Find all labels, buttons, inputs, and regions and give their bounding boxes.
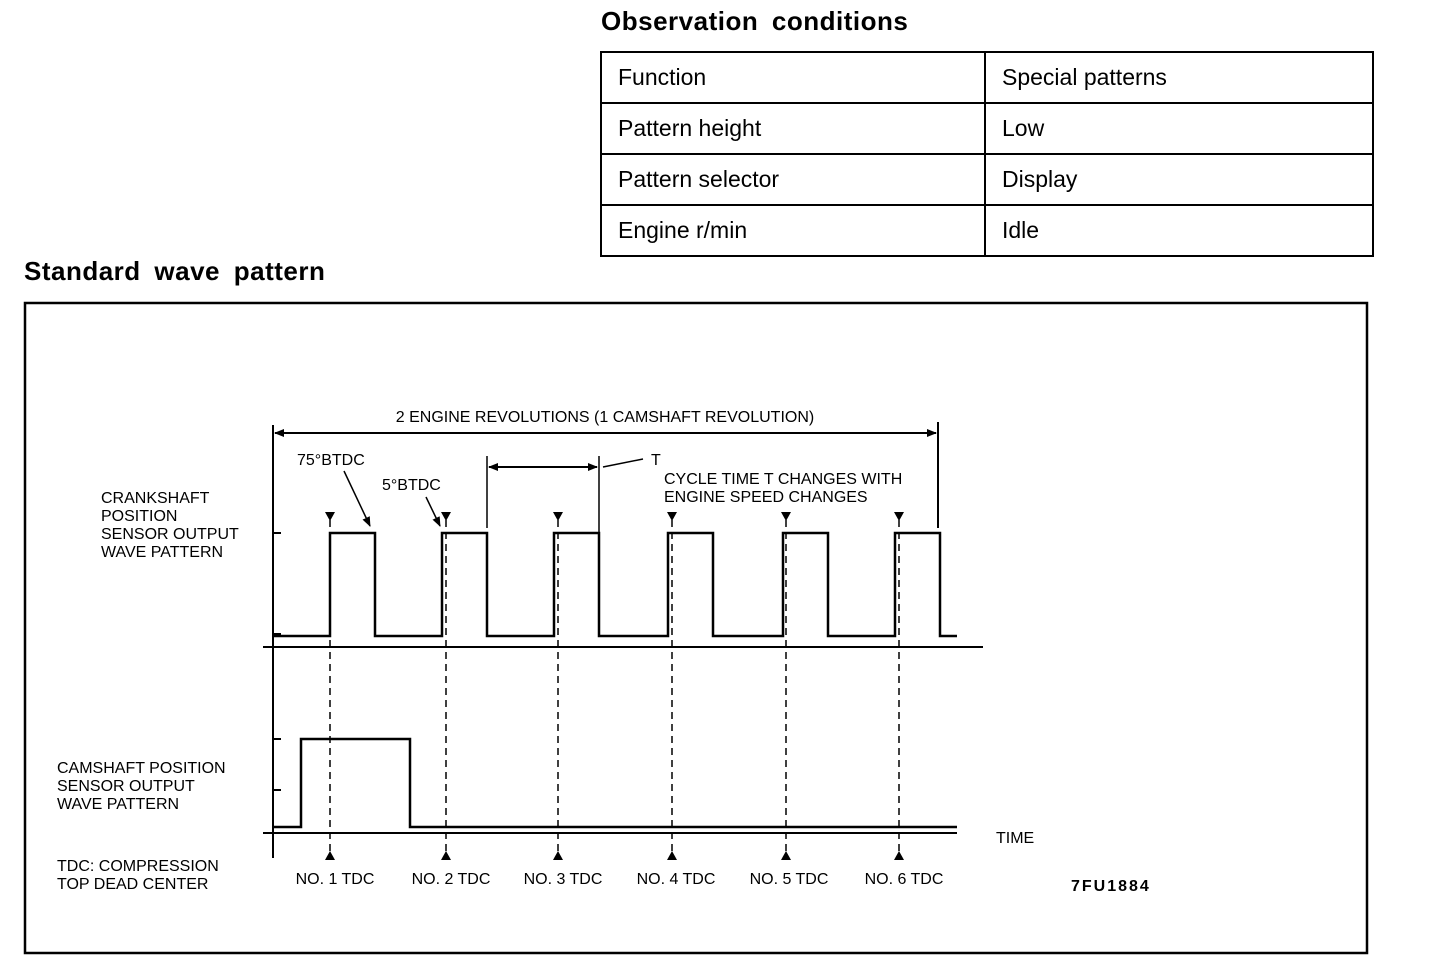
- crankshaft-label-line-4: WAVE PATTERN: [101, 544, 224, 561]
- tdc-top-markers: [325, 512, 904, 521]
- camshaft-label-line-2: SENSOR OUTPUT: [57, 778, 195, 795]
- btdc-5-leader: [426, 497, 440, 526]
- table-cell-value: Idle: [985, 205, 1373, 256]
- tdc-dashed-lines: [330, 520, 899, 851]
- table-cell-label: Function: [601, 52, 985, 103]
- btdc-75-label: 75°BTDC: [297, 452, 365, 469]
- diagram-frame: [25, 303, 1367, 953]
- tdc-bottom-markers: [325, 851, 904, 860]
- t-label: T: [651, 452, 661, 469]
- time-label: TIME: [996, 830, 1035, 847]
- tdc-label-5: NO. 5 TDC: [749, 871, 829, 888]
- cycle-note-line-1: CYCLE TIME T CHANGES WITH: [664, 471, 903, 488]
- tdc-legend-line-1: TDC: COMPRESSION: [57, 858, 219, 875]
- btdc-5-label: 5°BTDC: [382, 477, 441, 494]
- camshaft-label-line-1: CAMSHAFT POSITION: [57, 760, 226, 777]
- table-cell-label: Pattern selector: [601, 154, 985, 205]
- figure-code: 7FU1884: [1071, 878, 1151, 895]
- table-cell-label: Pattern height: [601, 103, 985, 154]
- tdc-label-2: NO. 2 TDC: [411, 871, 491, 888]
- table-cell-label: Engine r/min: [601, 205, 985, 256]
- revolutions-label: 2 ENGINE REVOLUTIONS (1 CAMSHAFT REVOLUTION): [395, 409, 815, 426]
- tdc-label-6: NO. 6 TDC: [864, 871, 944, 888]
- axis-ticks: [273, 533, 281, 790]
- crankshaft-label-line-2: POSITION: [101, 508, 178, 525]
- table-cell-value: Display: [985, 154, 1373, 205]
- btdc-75-leader: [344, 471, 370, 526]
- table-cell-value: Special patterns: [985, 52, 1373, 103]
- table-cell-value: Low: [985, 103, 1373, 154]
- camshaft-waveform: [273, 739, 957, 827]
- crankshaft-label-line-3: SENSOR OUTPUT: [101, 526, 239, 543]
- t-leader-line: [603, 459, 643, 467]
- cycle-note-line-2: ENGINE SPEED CHANGES: [664, 489, 868, 506]
- tdc-label-3: NO. 3 TDC: [523, 871, 603, 888]
- crankshaft-waveform: [273, 533, 957, 636]
- tdc-label-1: NO. 1 TDC: [295, 871, 375, 888]
- tdc-label-4: NO. 4 TDC: [636, 871, 716, 888]
- camshaft-label-line-3: WAVE PATTERN: [57, 796, 180, 813]
- standard-wave-pattern-title: Standard wave pattern: [24, 256, 326, 286]
- crankshaft-label-line-1: CRANKSHAFT: [101, 490, 210, 507]
- observation-conditions-title: Observation conditions: [601, 6, 909, 36]
- tdc-legend-line-2: TOP DEAD CENTER: [57, 876, 209, 893]
